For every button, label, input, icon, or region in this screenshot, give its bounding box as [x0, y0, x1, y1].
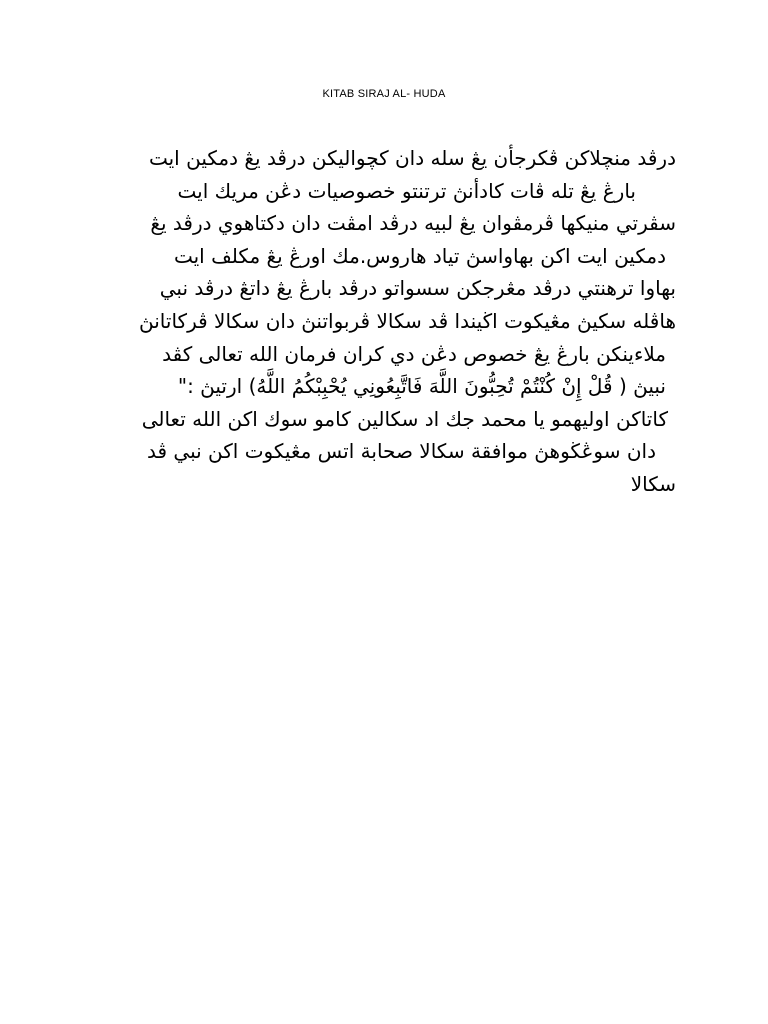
text-line: نبيڽ ( قُلْ إِنْ كُنْتُمْ تُحِبُّونَ اللَّهَ فَاتَّبِعُونِي يُحْبِبْكُمُ اللَّهُ) ارتيڽ :"	[177, 374, 666, 399]
text-line: دمكين ايت اكن بهاواسڽ تياد هاروس.مك اورڠ يڠ مكلف ايت	[173, 243, 666, 268]
text-line: بارڠ يڠ تله ڤات كادأنڽ ترتنتو خصوصيات دڠن مريك ايت	[177, 178, 636, 203]
text-line: هاڤله سكيڽ مڠيكوت اڬيندا ڤد سكالا ڤربواتنڽ دان سكالا ڤركاتانڽ	[139, 308, 676, 333]
text-line: بهاوا ترهنتي درڤد مڠرجكن سسواتو درڤد بارڠ يڠ داتڠ درڤد نبي	[159, 276, 676, 301]
text-line: درڤد منچلاكن ڤكرجأن يڠ سله دان كچواليكن درڤد يڠ دمكين ايت	[148, 146, 676, 170]
text-line: سكالا	[630, 471, 676, 496]
page-header-title: KITAB SIRAJ AL- HUDA	[322, 88, 446, 100]
text-line: دان سوڠڬوهڽ موافقة سكالا صحابة اتس مڠيكوت اكن نبي ڤد	[147, 439, 656, 464]
text-line: كاتاكن اوليهمو يا محمد جك اد سكالين كامو سوك اكن الله تعالى	[141, 406, 668, 431]
body-text	[92, 142, 676, 501]
text-line: ملاءينكن بارڠ يڠ خصوص دڠن دي كران فرمان الله تعالى كڤد	[162, 341, 666, 366]
text-line: سڤرتي منيكها ڤرمڤوان يڠ لبيه درڤد امڤت دان دكتاهوي درڤد يڠ	[150, 211, 676, 236]
